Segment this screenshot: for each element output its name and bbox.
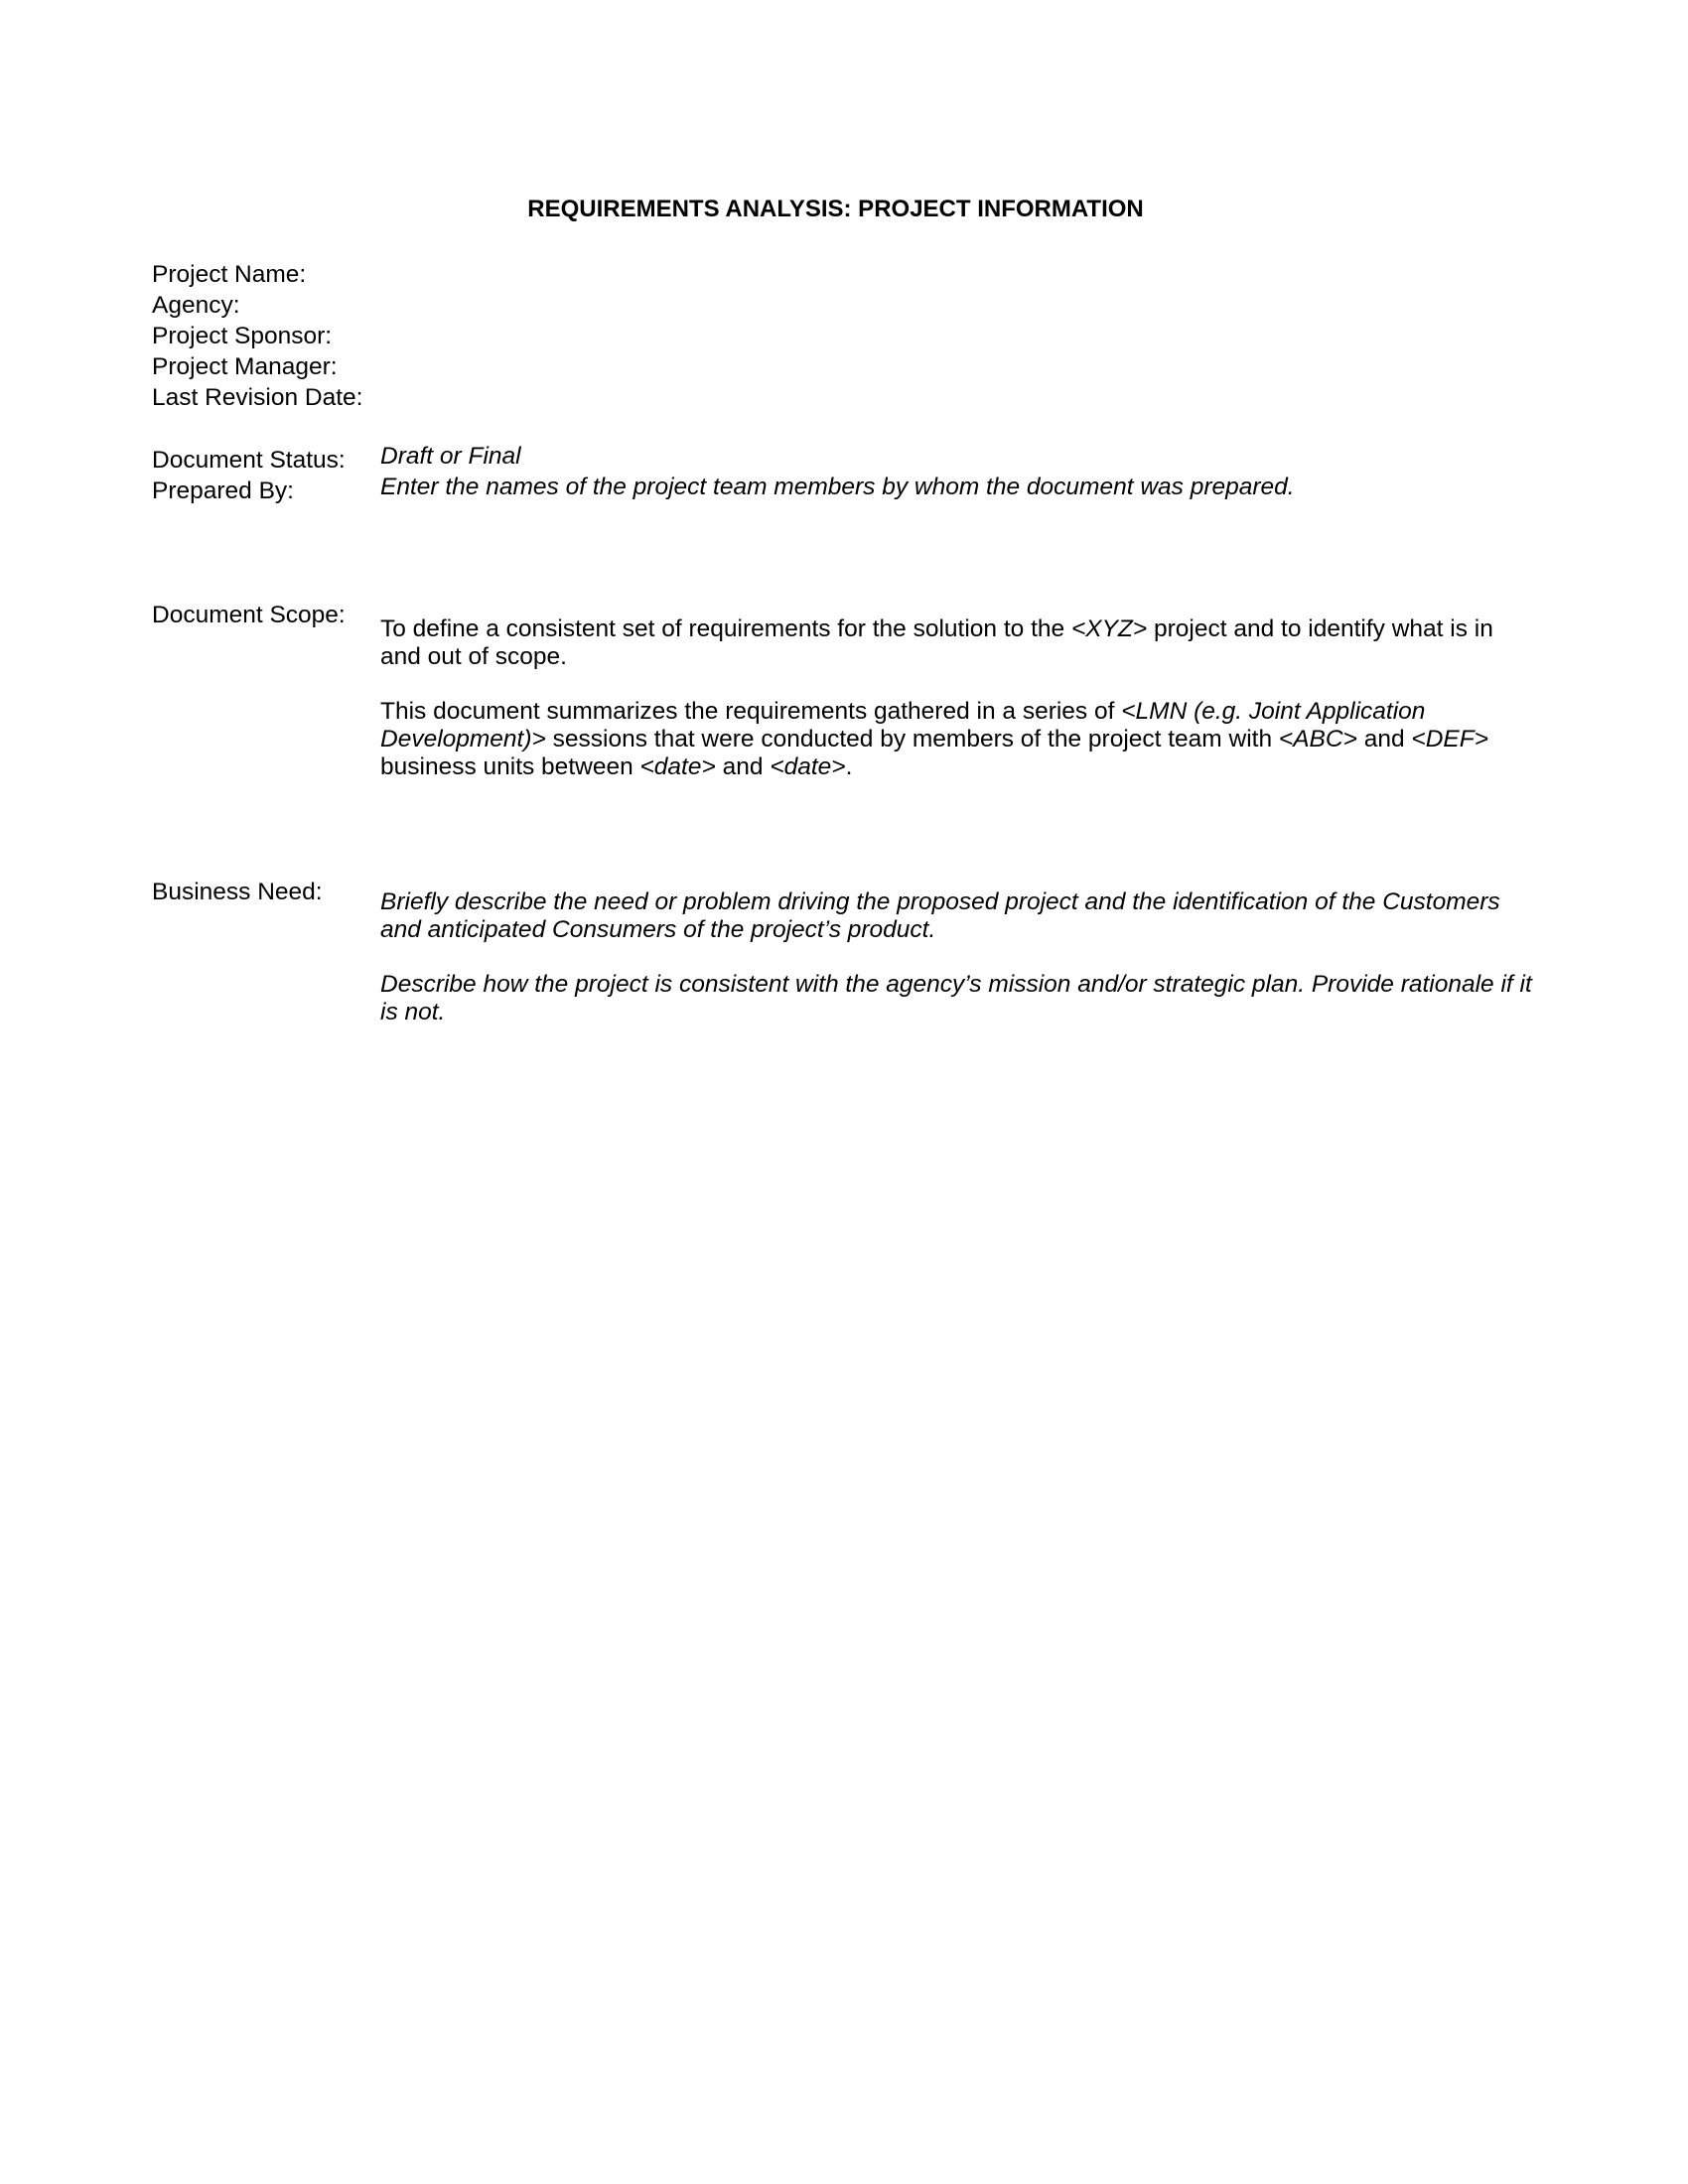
project-sponsor-label: Project Sponsor: (152, 323, 333, 349)
document-status-value: Draft or Final (380, 443, 521, 470)
scope-p2-placeholder-def: <DEF> (1411, 726, 1489, 752)
document-title: REQUIREMENTS ANALYSIS: PROJECT INFORMATION (527, 196, 1144, 222)
scope-p2-placeholder-date-1: <date> (639, 753, 716, 780)
project-manager-label: Project Manager: (152, 353, 338, 380)
scope-p1-placeholder-xyz: <XYZ> (1070, 615, 1148, 642)
document-scope-paragraph-2 (380, 698, 1532, 781)
scope-p1-text-1: To define a consistent set of requirements for the solution to the (380, 615, 1071, 642)
scope-p2-text-5: and (715, 753, 771, 780)
scope-p1-text-2: project and to identify what is in and out of scope. (380, 615, 1493, 670)
document-status-label: Document Status: (152, 447, 346, 474)
scope-p2-placeholder-abc: <ABC> (1278, 726, 1357, 752)
prepared-by-value: Enter the names of the project team members by whom the document was prepared. (380, 474, 1295, 500)
project-name-label: Project Name: (152, 261, 307, 288)
scope-p2-placeholder-lmn: <LMN (e.g. Joint Application Development)> (380, 698, 1426, 752)
business-need-label: Business Need: (152, 879, 323, 905)
business-need-paragraph-2: Describe how the project is consistent with the agency’s mission and/or strategic plan. Provide rationale if it is not. (380, 971, 1532, 1025)
scope-p2-text-1: This document summarizes the requirements gathered in a series of (380, 698, 1122, 725)
scope-p2-placeholder-date-2: <date> (770, 753, 846, 780)
document-scope-label: Document Scope: (152, 602, 346, 628)
business-need-paragraph-1: Briefly describe the need or problem driving the proposed project and the identification of the Customers and anticipated Consumers of the project’s product. (380, 888, 1500, 943)
scope-p2-text-4: business units between (380, 753, 640, 780)
document-scope-paragraph-1 (380, 615, 1532, 671)
agency-label: Agency: (152, 292, 240, 319)
prepared-by-label: Prepared By: (152, 478, 294, 504)
last-revision-date-label: Last Revision Date: (152, 384, 363, 411)
scope-p2-text-6: . (845, 753, 853, 780)
scope-p2-text-2: sessions that were conducted by members of the project team with (545, 726, 1279, 752)
scope-p2-text-3: and (1356, 726, 1412, 752)
